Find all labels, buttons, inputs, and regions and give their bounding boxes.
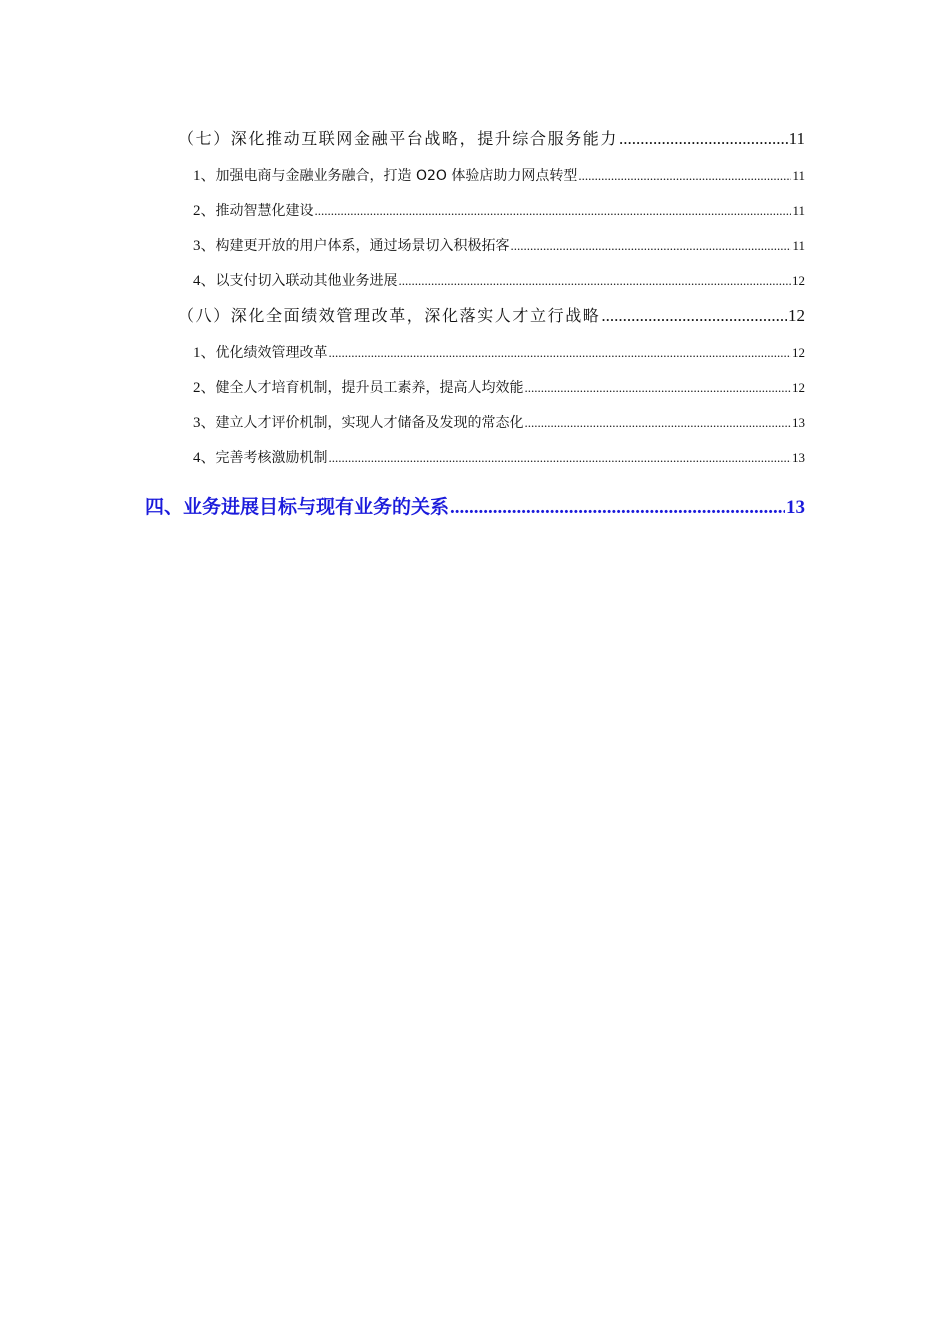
toc-entry-title [193, 341, 328, 362]
toc-entry-7-3[interactable] [193, 234, 805, 255]
toc-item-number: 2、 [193, 380, 216, 396]
toc-item-number: 4、 [193, 450, 216, 466]
toc-entry-8-3[interactable] [193, 411, 805, 432]
toc-entry-section-8[interactable] [178, 303, 805, 326]
toc-entry-title [193, 199, 314, 220]
toc-entry-7-2[interactable] [193, 199, 805, 220]
toc-page-number: 12 [792, 345, 805, 360]
toc-entry-8-2[interactable] [193, 376, 805, 397]
toc-page-number: 13 [786, 497, 805, 518]
toc-item-number: 1、 [193, 168, 216, 184]
toc-entry-title [193, 376, 524, 397]
toc-page-number: 12 [792, 380, 805, 395]
toc-page-number: 11 [792, 168, 805, 183]
toc-item-text: 构建更开放的用户体系，通过场景切入积极拓客 [215, 238, 510, 254]
toc-entry-title [193, 269, 398, 290]
toc-item-number: 3、 [193, 415, 216, 431]
dot-leader [511, 238, 792, 254]
toc-entry-title [193, 446, 328, 467]
toc-entry-section-7[interactable] [178, 126, 805, 149]
toc-entry-title [193, 411, 524, 432]
toc-item-text: 完善考核激励机制 [215, 450, 328, 466]
toc-entry-title: （八）深化全面绩效管理改革，深化落实人才立行战略 [178, 306, 601, 325]
toc-entry-7-1[interactable] [193, 164, 805, 185]
dot-leader [578, 168, 791, 184]
toc-item-number: 4、 [193, 273, 216, 289]
toc-item-number: 3、 [193, 238, 216, 254]
toc-item-text: 健全人才培育机制，提升员工素养，提高人均效能 [215, 380, 524, 396]
toc-entry-chapter-4[interactable] [145, 492, 805, 519]
toc-item-text: 优化绩效管理改革 [215, 345, 328, 361]
toc-entry-title: （七）深化推动互联网金融平台战略，提升综合服务能力 [178, 129, 619, 148]
toc-entry-title: 四、业务进展目标与现有业务的关系 [145, 496, 450, 518]
dot-leader [399, 273, 791, 289]
dot-leader [450, 497, 785, 519]
toc-page-number: 11 [788, 129, 805, 148]
toc-item-text: 加强电商与金融业务融合，打造 O2O 体验店助力网点转型 [215, 168, 578, 184]
toc-page-number: 13 [792, 415, 805, 430]
toc-item-text: 建立人才评价机制，实现人才储备及发现的常态化 [215, 415, 524, 431]
toc-page-number: 12 [792, 273, 805, 288]
toc-item-number: 2、 [193, 203, 216, 219]
toc-page-number: 12 [788, 306, 805, 325]
toc-entry-title [193, 164, 577, 185]
toc-entry-8-4[interactable] [193, 446, 805, 467]
dot-leader [525, 415, 791, 431]
toc-entry-8-1[interactable] [193, 341, 805, 362]
dot-leader [525, 380, 791, 396]
dot-leader [619, 129, 788, 149]
dot-leader [315, 203, 792, 219]
toc-entry-7-4[interactable] [193, 269, 805, 290]
dot-leader [329, 345, 791, 361]
dot-leader [329, 450, 791, 466]
toc-item-text: 以支付切入联动其他业务进展 [215, 273, 398, 289]
toc-page-number: 13 [792, 450, 805, 465]
dot-leader [601, 306, 787, 326]
toc-page-number: 11 [792, 203, 805, 218]
toc-item-number: 1、 [193, 345, 216, 361]
toc-entry-title [193, 234, 510, 255]
toc-page-number: 11 [792, 238, 805, 253]
toc-item-text: 推动智慧化建设 [215, 203, 314, 219]
